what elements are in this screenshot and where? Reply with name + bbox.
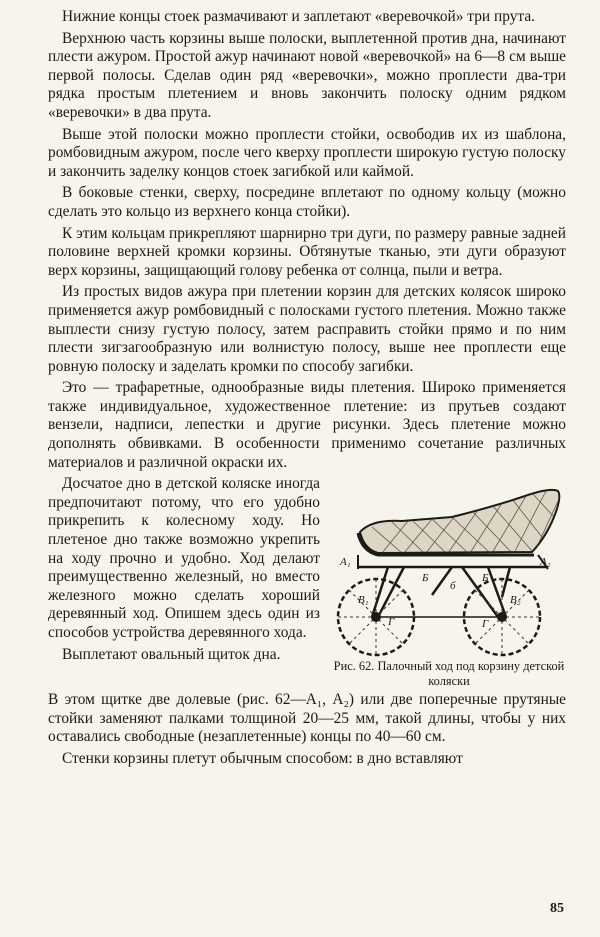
paragraph: Верхнюю часть корзины выше полоски, выплетенной против дна, начинают плести ажуром. Простой ажур начинают новой «веревочкой» на 6—8 см выше первой полосы. Сделав один ряд «веревочки», можно проплести два-три рядка простым плетением и вновь закончить полоску одним рядком «веревочки» в два прута. [48,29,566,121]
figure-caption: Рис. 62. Палочный ход под корзину детской коляски [333,659,565,689]
paragraph: Из простых видов ажура при плетении корзин для детских колясок широко применяется ажур ромбовидный с полосками густого плетения. Можно также выплести снизу густую полосу, затем расправить стойки прямо и по ним плести зигзагообразную или волнистую полосу, выше нее проплести еще ровную полоску и заделать кромки по способу загибки. [48,283,566,375]
figure-62 [332,477,566,689]
figure-label: б [450,580,456,593]
paragraph: Стенки корзины плетут обычным способом: в дно вставляют [62,750,463,768]
paragraph: К этим кольцам прикрепляют шарнирно три дуги, по размеру равные задней половине верхней кромки корзины. Обтянутые тканью, эти дуги образуют верх корзины, защищающий голову ребенка от солнца, пыли и ветра. [48,224,566,279]
page-body [48,8,566,772]
paragraph: Выплетают овальный щиток дна. [62,645,281,663]
figure-label: Б [482,572,489,585]
figure-label: В₂ [510,594,521,607]
figure-label: Б [422,572,429,585]
page-number: 85 [550,901,564,916]
figure-label: А₁ [340,556,351,569]
figure-label: Г [482,618,489,631]
paragraph: Нижние концы стоек размачивают и заплетают «веревочкой» три прута. [62,8,536,25]
paragraph: Выше этой полоски можно проплести стойки, освободив их из шаблона, ромбовидным ажуром, после чего кверху проплести широкую густую полоску и закончить заделку концов стоек загибкой или каймой. [48,125,566,180]
paragraph: Это — трафаретные, однообразные виды плетения. Широко применяется также индивидуальное, художественное плетение: из прутьев создают вензели, надписи, лепестки и другие рисунки. Здесь плетение можно дополнять обвивками. В особенности применимо сочетание различных материалов и различной окраски их. [48,379,566,471]
paragraph: В этом щитке две долевые (рис. 62—А₁, А₂) или две поперечные прутяные стойки заменяют палками толщиной 20—25 мм, такой длины, чтобы у них оставались свободные (незаплетенные) концы по 40—60 см. [48,691,566,746]
stroller-illustration [332,477,566,657]
figure-label: А₂ [540,556,551,569]
figure-label: В₁ [358,594,369,607]
paragraph: Досчатое дно в детской коляске иногда предпочитают потому, что его удобно прикрепить к колесному ходу. Но плетеное дно также возможно укрепить на ходу прочно и удобно. Ход делают преимущественно железный, но вместо железного можно сделать хороший деревянный ход. Опишем здесь один из способов устройства деревянного хода. [48,475,320,641]
figure-label: Г [388,616,395,629]
paragraph: В боковые стенки, сверху, посредине вплетают по одному кольцу (можно сделать это кольцо из верхнего конца стойки). [48,184,566,220]
